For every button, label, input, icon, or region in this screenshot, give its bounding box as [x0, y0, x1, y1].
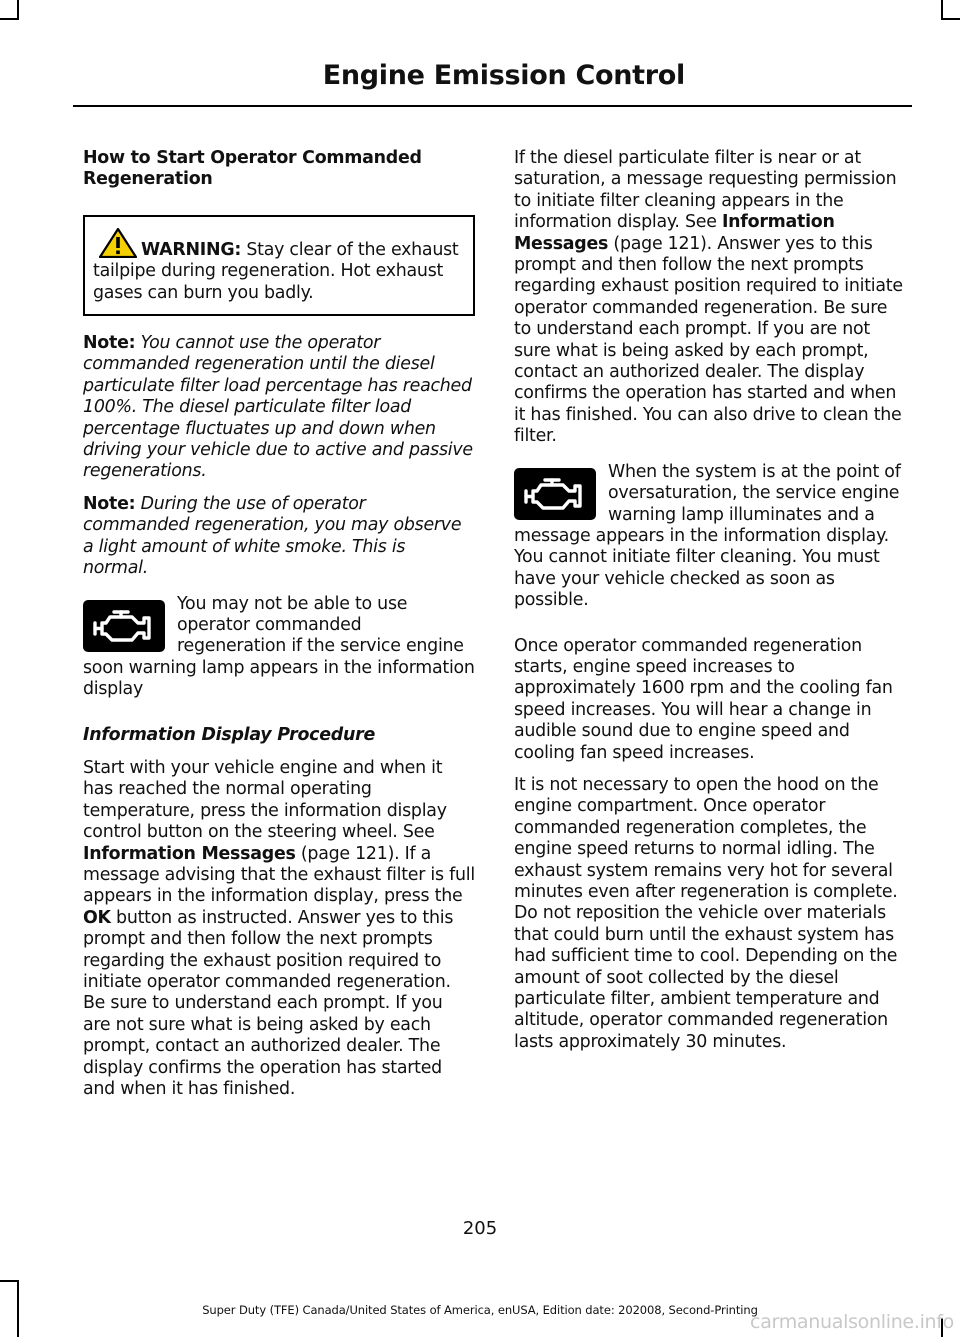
warning-label: WARNING: — [141, 239, 242, 260]
section-heading: How to Start Operator Commanded Regeneration — [83, 148, 422, 190]
watermark: carmanualsonline.info — [750, 1311, 954, 1333]
note-label: Note: — [83, 333, 136, 354]
crop-mark — [0, 1280, 19, 1282]
footer-text: Super Duty (TFE) Canada/United States of America, enUSA, Edition date: 202008, Second-Printing — [202, 1303, 758, 1317]
regeneration-paragraph: Once operator commanded regeneration starts, engine speed increases to approximately 1600 rpm and the cooling fan speed increases. You will hear a change in audible sound due to engine speed and cooling fan speed increases. — [514, 635, 893, 763]
page-number: 205 — [462, 1218, 498, 1239]
engine-lamp-paragraph — [514, 462, 908, 612]
saturation-paragraph — [514, 148, 908, 448]
right-column — [514, 148, 908, 1064]
note-paragraph — [83, 333, 475, 483]
hood-paragraph: It is not necessary to open the hood on the engine compartment. Once operator commanded regeneration completes, the engine speed returns to normal idling. The exhaust system remains very hot for several minutes even after regeneration is complete. Do not reposition the vehicle over materials that could burn until the exhaust system has had sufficient time to cool. Depending on the amount of soot collected by the diesel particulate filter, ambient temperature and altitude, operator commanded regeneration lasts approximately 30 minutes. — [514, 774, 898, 1052]
note-text: During the use of operator commanded regeneration, you may observe a light amount of white smoke. This is normal. — [83, 493, 462, 579]
warning-text: Stay clear of the exhaust tailpipe during regeneration. Hot exhaust gases can burn you badly. — [93, 239, 459, 303]
engine-lamp-paragraph — [83, 594, 475, 701]
engine-lamp-text: When the system is at the point of oversaturation, the service engine warning lamp illuminates and a message appears in the information display. You cannot initiate filter cleaning. You must have your vehicle checked as soon as possible. — [514, 461, 901, 611]
check-engine-icon — [83, 600, 165, 652]
warning-box — [83, 215, 475, 316]
information-messages-link[interactable]: Information Messages — [514, 212, 835, 254]
procedure-paragraph — [83, 758, 475, 1101]
engine-lamp-text: You may not be able to use operator commanded regeneration if the service engine soon warning lamp appears in the information display — [83, 593, 475, 700]
note-paragraph — [83, 494, 475, 580]
check-engine-icon — [514, 468, 596, 520]
saturation-text: If the diesel particulate filter is near or at saturation, a message requesting permission to initiate filter cleaning appears in the information display. See — [514, 148, 897, 233]
note-label: Note: — [83, 493, 136, 514]
crop-mark — [941, 0, 943, 20]
page-title: Engine Emission Control — [322, 60, 685, 91]
saturation-text: (page 121). Answer yes to this prompt and then follow the next prompts regarding exhaust position required to initiate operator commanded regeneration. Be sure to understand each prompt. If you are not sure what is being asked by each prompt, contact an authorized dealer. The display confirms the operation has started and when it has finished. You can also drive to clean the filter. — [514, 233, 903, 447]
information-messages-link[interactable]: Information Messages — [83, 843, 296, 864]
crop-mark — [17, 0, 19, 20]
procedure-text: Start with your vehicle engine and when it has reached the normal operating temperature, press the information display control button on the steering wheel. See — [83, 757, 447, 843]
crop-mark — [0, 18, 19, 20]
note-text: You cannot use the operator commanded regeneration until the diesel particulate filter load percentage has reached 100%. The diesel particulate filter load percentage fluctuates up and down when driving your vehicle due to active and passive regenerations. — [83, 333, 473, 482]
left-column — [83, 148, 475, 1111]
warning-triangle-icon — [99, 228, 137, 258]
procedure-text: button as instructed. Answer yes to this prompt and then follow the next prompts regarding the exhaust position required to initiate operator commanded regeneration. Be sure to understand each prompt. If you are not sure what is being asked by each prompt, contact an authorized dealer. The display confirms the operation has started and when it has finished. — [83, 907, 454, 1100]
ok-button-label: OK — [83, 907, 111, 928]
procedure-text: (page 121). If a message advising that the exhaust filter is full appears in the information display, press the — [83, 843, 475, 907]
procedure-heading: Information Display Procedure — [83, 724, 375, 745]
crop-mark — [941, 18, 960, 20]
header-divider — [73, 105, 912, 107]
